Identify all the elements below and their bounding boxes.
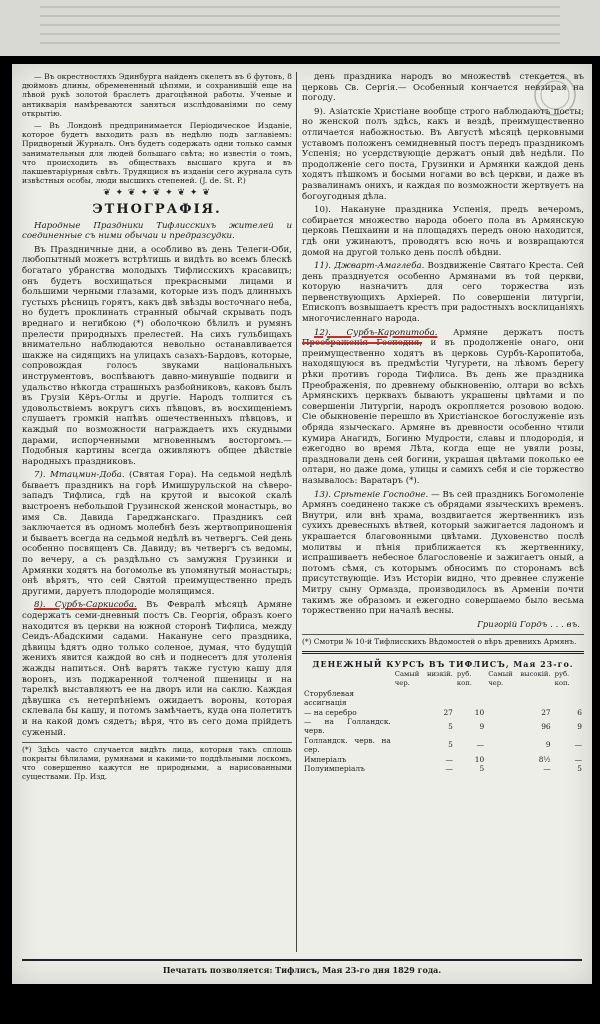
right-footnote: (*) Смотри № 10-й Тифлисскихъ Вѣдомостей о вѣръ древнихъ Армянъ.	[302, 634, 584, 646]
left-column	[22, 72, 292, 781]
page-divider	[0, 56, 600, 64]
paragraph-jvart-amagleba: 11). Джварт-Амаглеба. Воздвиженіе Святаго Креста. Сей день празднуется особенно Армянами въ той церкви, которую назначитъ для сего торжества изъ первенствующихъ Архіерей. По совершеніи литургіи, Епископъ возвышаетъ крестъ при радостныхъ восклицаніяхъ многочисленнаго народа.	[302, 261, 584, 325]
table-header: Самый высокій. чер.	[488, 669, 551, 688]
news-item-edinburgh: — Въ окрестностяхъ Эдинбурга найденъ скелетъ въ 6 футовъ, 8 дюймовъ длины, обремененный цѣпями, и сохранившій еще на лѣвой рукѣ золотой браслетъ драгоцѣнной работы. Ученые и антикварія намѣреваются заняться изслѣдованіями по сему открытію.	[22, 72, 292, 118]
bottom-bar	[0, 984, 600, 1024]
newspaper-page	[12, 64, 592, 984]
table-header: руб. коп.	[554, 669, 570, 688]
table-row: — на Голландск. черв. 5 9 96 9	[304, 716, 582, 736]
exchange-rate-table	[302, 670, 584, 773]
section-heading: ЭТНОГРАФІЯ.	[92, 202, 222, 218]
table-header-row	[302, 670, 584, 689]
table-header: руб. коп.	[456, 669, 472, 688]
table-header	[302, 670, 393, 689]
paragraph-uspenie: 10). Накануне праздника Успенія, предъ вечеромъ, собирается множество народа обоего пола въ Армянскую церковь Пешхаини и на площадяхъ передъ оною находится, гдѣ они ужинаютъ, проводятъ всю ночь и возвращаются домой на другой только день послѣ обѣдни.	[302, 205, 584, 258]
table-row: Имперіалъ — 10 8½ —	[304, 754, 582, 764]
table-rule	[302, 651, 584, 654]
paragraph-fasting: 9). Азіатскіе Христіане вообще строго наблюдаютъ посты; но женской полъ здѣсь, какъ и вездѣ, преимущественно отличается набожностью. Въ Августѣ мѣсяцѣ церковными уставомъ положенъ семидневный постъ передъ праздникомъ Успенія; но усердствующіе держатъ оный двѣ недѣли. По продолженіе сего поста, Грузинки и Армянки каждой день ходятъ пѣшкомъ и босыми ногами во всѣ церкви, и даже въ развалинамъ онихъ, и каждая по возможности жертвуетъ на богоугодныя дѣла.	[302, 106, 584, 202]
paragraph-surb-sarkisoba: 8). Сурбъ-Саркисоба. Въ Февралѣ мѣсяцѣ Армяне содержатъ семи-дневный постъ Св. Георгія, образъ коего находится въ церкви на южной сторонѣ Тифлиса, между Сеидъ-Абадскими садами. Накануне сего праздника, дѣвицы ѣдятъ одно только соленое, думая, что будущій женихъ явится каждой во снѣ и поднесетъ для утоленія жажды напиться. Онѣ варятъ также густую кашу для воронъ, изъ поджаренной толченой пшеницы и на тарелкѣ выставляютъ ее на дворъ или на саклю. Каждая дѣвушка съ нетерпѣніемъ ожидаетъ вороны, которая склевала бы кашу, и потомъ замѣчаетъ, куда она полетитъ и на какой домъ сядетъ; вѣря, что въ сего дома прійдетъ суженый.	[22, 600, 292, 738]
table-header: Самый низкій. чер.	[394, 669, 453, 688]
right-column	[302, 72, 584, 773]
author-signature: Григорій Гордъ . . . въ.	[477, 619, 580, 630]
column-rule	[296, 72, 297, 952]
paragraph-sretenie: 13). Срѣтеніе Господне. — Въ сей праздникъ Богомоленіе Армянъ соединено также съ обрядами языческихъ временъ. Внутри, или внѣ храма, воздвигается жертвенникъ изъ сухихъ древесныхъ вѣтвей, который зажигается ладономъ и украшается благовонными цвѣтами. Духовенство послѣ молитвы и пѣнія приближается къ жертвеннику, испрашиваетъ небесное благословеніе и зажигаетъ оный, а потомъ сѣмя, съ которымъ обносимъ по сторонамъ всѣ присутствующіе. Изъ Исторіи видно, что древнее служеніе Митру сыну Ормазда, производилось въ Арменіи почти такимъ же образомъ и ежегодно совершаемо было весьма торжественно при началѣ весны.	[302, 489, 585, 617]
paragraph-holidays: Въ Праздничные дни, а особливо въ день Телеги-Оби, любопытный можетъ встрѣтишь и видѣть во всемъ блескѣ богатаго убранства молодыхъ Тифлисскихъ красавицъ; онъ будетъ восхищаться прекрасными лицами и большими черными глазами, которые изъ подъ длинныхъ густыхъ рѣсницъ горятъ, какъ двѣ звѣзды восточнаго неба, но будетъ проклинать странный обычай скрывать подъ вреднаго и негибкою (*) оболочкою бѣлилъ и румянъ прелести природныхъ прелестей. На сихъ гульбищахъ внимательно наблюдаются невольно останавливается шакже на сидящихъ на улицахъ сазахъ-Бардовъ, которые, сопровождая голосъ звуками національныхъ инструментовъ, воспѣваютъ давно-минувшіе подвиги и удальство нѣкогда страшныхъ разбойниковъ, каковъ былъ въ Грузіи Кёръ-Оглы и другіе. Народъ толпится съ удовольствіемъ вокругъ сихъ пѣвцовъ, въ восхищеніемъ слушаетъ громкій напѣвъ ошечественныхъ пѣвцовъ, и каждый по возможности награждаетъ ихъ скудными дарами, испорченными мгновеннымъ восторгомъ.— Подобныя картины всегда оживляютъ общее дѣйствіе народныхъ праздниковъ.	[22, 244, 292, 467]
news-item-london: — Въ Лондонѣ предпринимается Періодическое Изданіе, которое будетъ выходить разъ въ недѣлю подъ заглавіемъ: Придворный Журналъ. Онъ будетъ содержать одни только самыя занимательныя для людей большаго свѣта; но известія о томъ, что происходить въ обществахъ высшаго круга и въ лакшевтаріурныя свѣтъ. Трудящися въ изданіи сего журнала суть извѣстныя особы, люди высшихъ степеней. (J. de. St. P.)	[22, 121, 292, 186]
paragraph-surb-karopitoba: 12). Сурбъ-Каропитоба. Армяне держатъ постъ Преображенія Господня, и въ продолженіе онаго, они преимущественно ходятъ въ церковь Сурбъ-Каропитоба, находящуюся въ предмѣстіи Чугурети, на лѣвомъ берегу рѣки противъ города Тифлиса. Въ день же праздника Преображенія, по древнему обыкновенію, олтари во всѣхъ Армянскихъ церквахъ бываютъ украшены цвѣтами и по совершеніи Литургіи, народъ окропляется розовою водою. Сіе обыкновеніе перешло въ Христіанское богослуженіе изъ обряда языческаго. Армяне въ древности особенно чтили кумира Анагидъ, Богиню Мудрости, славы и плодородія, и ежегодно во время Лѣта, когда еще не увяли розы, праздновали день сей богини, украшая цвѣтами поколько ее олтари, но даже дома, улицы и самихъ себя и сіе торжество называлось: Варатаръ (*).	[302, 327, 585, 486]
table-row: Голландск. черв. на сер. 5 — 9 —	[304, 735, 582, 755]
ornament-divider: ❦ ✦ ❦ ✦ ❦ ✦ ❦ ✦ ❦	[103, 188, 211, 199]
paragraph-mtatsminda: 7). Мтацмин-Доба. (Святая Гора). На седьмой недѣлѣ бываетъ праздникъ на горѣ Имишурульской на сѣверо-западъ Тифлиса, гдѣ на крутой и высокой скалѣ выстроенъ небольшой Грузинской женской монастырь, во имя Св. Давида Гареджанскаго. Праздникъ сей заключается въ одномъ молебнѣ безъ жертвоприношенія и бываетъ всегда на седьмой недѣлѣ въ четвергъ. Сей день особенно посвященъ Св. Давиду; въ четвергъ съ ведомы, по вечеру, а съ раздѣльно съ замужня Грузинки и Армянки ходятъ на богомолье въ упомянутый монастырь; онѣ вѣрятъ, что сей Святой преимущественно предъ другими, даруетъ плодородіе молящимся.	[22, 470, 292, 597]
section-subheading: Народные Праздники Тифлисскихъ жителей и соединенные съ ними обычаи и предразсудки.	[22, 220, 292, 242]
imprint-footer: Печатать позволяется: Тифлисъ, Мая 23-го дня 1829 года.	[22, 959, 582, 975]
exchange-table-title: ДЕНЕЖНЫЙ КУРСЪ ВЪ ТИФЛИСЪ, Мая 23-го.	[312, 659, 574, 670]
table-row: — на серебро 27 10 27 6	[304, 707, 582, 717]
previous-page-strip	[0, 0, 600, 56]
table-row: Сторублевая ассигнація	[304, 688, 355, 708]
paragraph-continuation: день праздника народъ во множествѣ стекается въ церковь Св. Сергія.— Особенный кончается невзирая на погоду.	[302, 72, 584, 104]
previous-page-ghost-text	[40, 6, 560, 50]
table-row: Полуимперіалъ — 5 — 5	[304, 763, 582, 773]
left-footnote: (*) Здѣсь часто случается видѣть лица, которыя такъ сплошь покрыты бѣлилами, румянами и какими-то поддѣльными лоскомъ, что совершенно кажутся не природными, а нарисованными существами. Пр. Изд.	[22, 742, 292, 781]
